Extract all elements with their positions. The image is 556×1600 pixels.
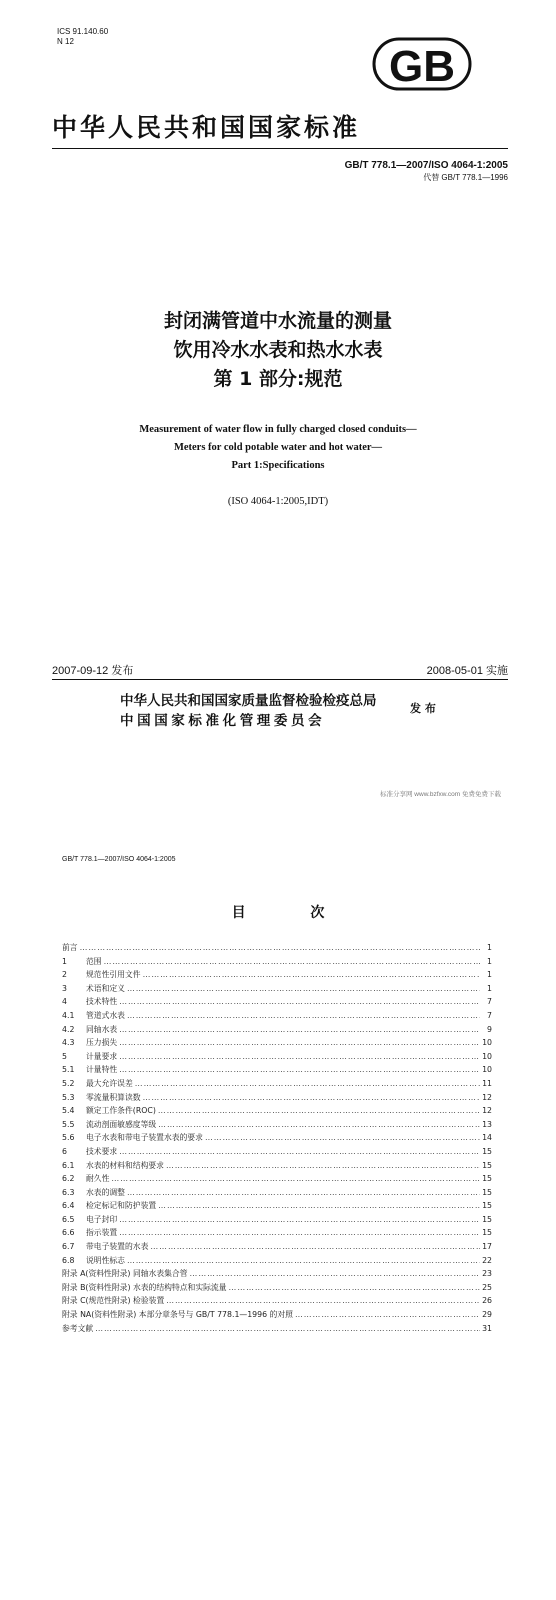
title-cn-line-1: 封闭满管道中水流量的测量	[163, 310, 392, 332]
toc-entry-title: 流动剖面敏感度等级	[86, 1119, 157, 1129]
toc-entry-page: 23	[482, 1269, 492, 1279]
toc-entry-page: 12	[482, 1106, 492, 1116]
toc-entry-number: 4.1	[62, 1010, 75, 1020]
toc-entry-number: 1	[62, 956, 67, 966]
toc-entry-number: 4	[62, 997, 67, 1007]
toc-entry-page: 11	[482, 1078, 492, 1088]
toc-entry-number: 6.6	[62, 1228, 75, 1238]
toc-entry-number: 2	[62, 970, 67, 980]
toc-entry[interactable]	[62, 1010, 492, 1024]
toc-entry-number: 6	[62, 1146, 67, 1156]
toc-leader-dots	[127, 984, 480, 993]
toc-entry[interactable]	[62, 983, 492, 997]
toc-entry-page: 22	[482, 1255, 492, 1265]
toc-leader-dots	[119, 1065, 480, 1074]
toc-entry-title: 带电子装置的水表	[86, 1242, 149, 1252]
title-en-line-1: Measurement of water flow in fully charged closed conduits—	[139, 424, 417, 435]
toc-entry-title: 规范性引用文件	[86, 970, 141, 980]
toc-entry-title: 前言	[62, 943, 78, 952]
title-en-line-3: Part 1:Specifications	[231, 460, 325, 471]
toc-entry-page: 15	[482, 1201, 492, 1211]
toc-entry-title: 技术要求	[86, 1146, 118, 1156]
toc-entry[interactable]	[62, 1051, 492, 1065]
toc-entry-number: 5.5	[62, 1119, 75, 1129]
toc-entry-number: 3	[62, 983, 67, 993]
toc-entry-page: 9	[487, 1024, 492, 1034]
title-en-line-2: Meters for cold potable water and hot water—	[173, 442, 383, 453]
iso-reference: (ISO 4064-1:2005,IDT)	[227, 496, 329, 507]
toc-entry[interactable]	[62, 1160, 492, 1174]
toc-entry-page: 14	[482, 1133, 492, 1143]
toc-entry-page: 29	[482, 1310, 492, 1320]
toc-leader-dots	[80, 943, 480, 952]
toc-entry-number: 5.6	[62, 1133, 75, 1143]
toc-leader-dots	[119, 1215, 480, 1224]
toc-leader-dots	[158, 1201, 480, 1210]
toc-entry-title: 技术特性	[86, 997, 118, 1007]
toc-entry-page: 15	[482, 1146, 492, 1156]
toc-entry[interactable]	[62, 1119, 492, 1133]
toc-entry-title: 电子封印	[86, 1214, 118, 1224]
toc-entry-title: 附录 A(资料性附录) 同轴水表集合管	[62, 1269, 188, 1279]
toc-entry-page: 1	[487, 970, 492, 980]
toc-entry[interactable]	[62, 1024, 492, 1038]
toc-leader-dots	[205, 1133, 480, 1142]
toc-leader-dots	[127, 1256, 480, 1265]
toc-entry-page: 1	[487, 983, 492, 993]
toc-entry-title: 水表的材料和结构要求	[86, 1160, 164, 1170]
toc-entry[interactable]	[62, 1241, 492, 1255]
toc-entry-title: 附录 C(规范性附录) 检验装置	[62, 1296, 165, 1306]
svg-text:GB: GB	[389, 42, 455, 91]
toc-entry-number: 5.2	[62, 1078, 75, 1088]
toc-leader-dots	[104, 957, 480, 966]
toc-leader-dots	[229, 1283, 480, 1292]
toc-leader-dots	[158, 1106, 480, 1115]
toc-entry-title: 检定标记和防护装置	[86, 1201, 157, 1211]
toc-leader-dots	[119, 1025, 480, 1034]
toc-entry[interactable]	[62, 1214, 492, 1228]
toc-entry[interactable]	[62, 1309, 492, 1323]
toc-title: 目 次	[231, 905, 355, 921]
toc-entry-number: 6.7	[62, 1242, 75, 1252]
toc-entry-page: 15	[482, 1214, 492, 1224]
toc-entry-number: 6.8	[62, 1255, 75, 1265]
publish-label: 发 布	[410, 702, 436, 715]
toc-entry-number: 5.1	[62, 1065, 75, 1075]
gb-logo	[372, 36, 472, 92]
toc-entry[interactable]	[62, 1146, 492, 1160]
table-of-contents	[62, 942, 492, 1336]
toc-entry[interactable]	[62, 1268, 492, 1282]
toc-entry[interactable]	[62, 942, 492, 956]
toc-entry-page: 7	[487, 997, 492, 1007]
toc-entry-title: 额定工作条件(ROC)	[86, 1106, 156, 1116]
toc-entry-number: 5.3	[62, 1092, 75, 1102]
toc-entry-page: 15	[482, 1228, 492, 1238]
toc-entry[interactable]	[62, 1187, 492, 1201]
toc-entry-title: 说明性标志	[86, 1255, 125, 1265]
toc-entry[interactable]	[62, 1064, 492, 1078]
issuer-sac: 中国国家标准化管理委员会	[120, 713, 326, 729]
toc-leader-dots	[119, 997, 480, 1006]
toc-entry[interactable]	[62, 1282, 492, 1296]
toc-entry-page: 15	[482, 1174, 492, 1184]
toc-leader-dots	[190, 1269, 480, 1278]
toc-leader-dots	[158, 1120, 480, 1129]
toc-entry-title: 电子水表和带电子装置水表的要求	[86, 1133, 203, 1143]
toc-leader-dots	[119, 1038, 480, 1047]
toc-entry-title: 附录 B(资料性附录) 水表的结构特点和实际流量	[62, 1282, 227, 1292]
toc-entry[interactable]	[62, 1092, 492, 1106]
toc-leader-dots	[143, 1093, 480, 1102]
toc-entry-page: 12	[482, 1092, 492, 1102]
toc-entry-number: 4.3	[62, 1038, 75, 1048]
toc-entry-page: 10	[482, 1038, 492, 1048]
toc-entry-number: 5	[62, 1051, 67, 1061]
toc-entry-page: 7	[487, 1010, 492, 1020]
page-header-code: GB/T 778.1—2007/ISO 4064-1:2005	[62, 856, 176, 863]
toc-leader-dots	[119, 1147, 480, 1156]
toc-leader-dots	[95, 1324, 480, 1333]
standard-code: GB/T 778.1—2007/ISO 4064-1:2005	[344, 160, 508, 171]
toc-entry-page: 26	[482, 1296, 492, 1306]
date-rule	[52, 679, 508, 680]
watermark-text: 标准分享网 www.bzfxw.com 免费免费下载	[380, 791, 501, 798]
toc-entry-page: 1	[487, 943, 492, 952]
toc-entry-title: 计量特性	[86, 1065, 118, 1075]
toc-entry[interactable]	[62, 1078, 492, 1092]
toc-entry-page: 25	[482, 1282, 492, 1292]
toc-entry-title: 同轴水表	[86, 1024, 118, 1034]
toc-leader-dots	[150, 1242, 480, 1251]
toc-entry-page: 31	[482, 1323, 492, 1333]
standard-type-title: 中华人民共和国国家标准	[52, 113, 361, 142]
toc-entry-page: 17	[482, 1242, 492, 1252]
replaces-code: 代替 GB/T 778.1—1996	[423, 173, 508, 182]
issue-date: 2007-09-12 发布	[52, 665, 134, 677]
toc-entry[interactable]	[62, 1200, 492, 1214]
toc-entry-title: 耐久性	[86, 1174, 110, 1184]
toc-entry[interactable]	[62, 1132, 492, 1146]
toc-entry-page: 15	[482, 1160, 492, 1170]
toc-entry-number: 5.4	[62, 1106, 75, 1116]
toc-leader-dots	[143, 970, 480, 979]
toc-entry-number: 6.2	[62, 1174, 75, 1184]
toc-entry[interactable]	[62, 1323, 492, 1337]
toc-entry-page: 13	[482, 1119, 492, 1129]
toc-entry-title: 附录 NA(资料性附录) 本部分章条号与 GB/T 778.1—1996 的对照	[62, 1310, 293, 1320]
toc-entry-number: 4.2	[62, 1024, 75, 1034]
toc-entry[interactable]	[62, 1173, 492, 1187]
toc-entry-number: 6.4	[62, 1201, 75, 1211]
toc-leader-dots	[127, 1188, 480, 1197]
title-cn-line-2: 饮用冷水水表和热水水表	[173, 339, 383, 361]
toc-leader-dots	[127, 1011, 480, 1020]
issuer-aqsiq: 中华人民共和国国家质量监督检验检疫总局	[120, 693, 377, 709]
header-rule	[52, 148, 508, 149]
toc-entry-title: 范围	[86, 956, 102, 966]
toc-entry[interactable]	[62, 996, 492, 1010]
toc-leader-dots	[166, 1296, 480, 1305]
toc-entry[interactable]	[62, 1295, 492, 1309]
toc-entry[interactable]	[62, 1227, 492, 1241]
toc-entry-number: 6.5	[62, 1214, 75, 1224]
toc-entry-page: 10	[482, 1051, 492, 1061]
toc-entry-title: 计量要求	[86, 1051, 118, 1061]
toc-entry-title: 水表的调整	[86, 1187, 125, 1197]
toc-entry-title: 术语和定义	[86, 983, 125, 993]
toc-entry-number: 6.3	[62, 1187, 75, 1197]
toc-entry[interactable]	[62, 969, 492, 983]
toc-entry-number: 6.1	[62, 1160, 75, 1170]
toc-entry[interactable]	[62, 1037, 492, 1051]
toc-entry-title: 最大允许误差	[86, 1078, 133, 1088]
toc-leader-dots	[135, 1079, 480, 1088]
toc-entry-page: 10	[482, 1065, 492, 1075]
title-cn-line-3: 第 1 部分:规范	[213, 368, 343, 390]
classification-codes	[57, 27, 108, 47]
ccs-code: N 12	[57, 37, 74, 46]
toc-leader-dots	[119, 1052, 480, 1061]
toc-leader-dots	[119, 1228, 480, 1237]
toc-entry-page: 15	[482, 1187, 492, 1197]
toc-leader-dots	[295, 1310, 480, 1319]
toc-entry-title: 参考文献	[62, 1323, 94, 1333]
toc-entry-title: 管道式水表	[86, 1010, 125, 1020]
toc-entry[interactable]	[62, 1105, 492, 1119]
toc-entry-title: 指示装置	[86, 1228, 118, 1238]
implementation-date: 2008-05-01 实施	[426, 665, 508, 677]
toc-entry-title: 压力损失	[86, 1038, 118, 1048]
toc-leader-dots	[166, 1161, 480, 1170]
ics-code: ICS 91.140.60	[57, 27, 109, 36]
toc-entry[interactable]	[62, 956, 492, 970]
toc-entry[interactable]	[62, 1255, 492, 1269]
toc-leader-dots	[111, 1174, 480, 1183]
toc-entry-title: 零流量积算读数	[86, 1092, 141, 1102]
toc-entry-page: 1	[487, 956, 492, 966]
